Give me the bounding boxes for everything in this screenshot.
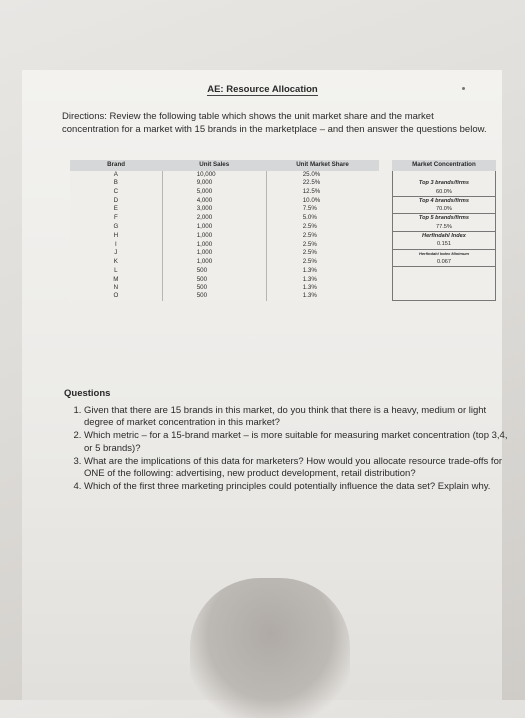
- brand-cell: L: [114, 267, 118, 275]
- hhi-value: 0.151: [392, 240, 495, 249]
- top3-label: Top 3 brands/firms: [392, 179, 495, 187]
- share-cell: 5.0%: [302, 214, 317, 222]
- sales-cell: 9,000: [162, 179, 266, 187]
- sales-cell: 2,000: [162, 214, 266, 223]
- hhi-min-value: 0.067: [392, 258, 495, 267]
- table-row: [70, 240, 496, 249]
- brand-cell: B: [113, 179, 118, 187]
- hhi-min-label: Herfindahl Index Minimum: [392, 249, 495, 258]
- question-item: 2. Which metric – for a 15-brand market – is more suitable for measuring market concentration (top 3,4, or 5 brands)?: [84, 430, 514, 454]
- table-header-row: [70, 160, 496, 171]
- table-row: [70, 188, 496, 197]
- share-cell: 10.0%: [302, 196, 321, 204]
- sales-cell: 10,000: [162, 171, 266, 179]
- table-row: [70, 214, 496, 223]
- table-row: [70, 196, 496, 205]
- sales-cell: 500: [162, 267, 266, 276]
- header-gap: [379, 160, 393, 171]
- brand-cell: G: [113, 223, 119, 231]
- header-brand: Brand: [70, 160, 162, 171]
- sales-cell: 500: [162, 276, 266, 284]
- table-row: [70, 292, 496, 301]
- header-unit-market-share: Unit Market Share: [266, 160, 379, 171]
- brand-cell: N: [113, 283, 119, 291]
- concentration-cell: [392, 171, 495, 179]
- sales-cell: 5,000: [162, 188, 266, 197]
- concentration-cell: [392, 267, 495, 276]
- share-cell: 2.5%: [302, 249, 317, 257]
- sales-cell: 3,000: [162, 205, 266, 214]
- brand-cell: J: [114, 249, 118, 257]
- table-row: [70, 232, 496, 241]
- header-market-concentration: Market Concentration: [392, 160, 495, 171]
- brand-cell: H: [113, 231, 119, 239]
- table-row: [70, 284, 496, 292]
- top3-value: 60.0%: [392, 188, 495, 197]
- sales-cell: 1,000: [162, 249, 266, 258]
- brand-cell: A: [113, 171, 118, 178]
- market-share-table: [70, 160, 496, 301]
- sales-cell: 1,000: [162, 258, 266, 267]
- share-cell: 7.5%: [302, 205, 317, 213]
- top4-label: Top 4 brands/firms: [392, 196, 495, 205]
- share-cell: 2.5%: [302, 258, 317, 266]
- brand-cell: M: [113, 275, 119, 283]
- sales-cell: 1,000: [162, 223, 266, 232]
- top5-value: 77.5%: [392, 223, 495, 232]
- question-item: 1. Given that there are 15 brands in this market, do you think that there is a heavy, medium or light degree of market concentration in this market?: [84, 405, 514, 429]
- table-row: [70, 249, 496, 258]
- sales-cell: 4,000: [162, 196, 266, 205]
- brand-cell: F: [113, 214, 118, 222]
- table-row: [70, 276, 496, 284]
- share-cell: 1.3%: [302, 267, 317, 275]
- document-title: AE: Resource Allocation: [207, 84, 318, 95]
- share-cell: 1.3%: [302, 275, 317, 283]
- sales-cell: 1,000: [162, 232, 266, 241]
- brand-cell: I: [114, 240, 117, 248]
- directions-text: Directions: Review the following table which shows the unit market share and the market concentration for a market with 15 brands in the marketplace – and then answer the questions below.: [62, 111, 487, 135]
- share-cell: 1.3%: [302, 292, 317, 300]
- concentration-cell: [392, 292, 495, 301]
- share-cell: 12.5%: [302, 187, 321, 195]
- table-row: [70, 258, 496, 267]
- share-cell: 1.3%: [302, 283, 317, 291]
- question-item: 3. What are the implications of this data for marketers? How would you allocate resource trade-offs for ONE of the following: advertising, new product development, retail distribution?: [84, 456, 514, 480]
- sales-cell: 1,000: [162, 240, 266, 249]
- table-row: [70, 179, 496, 187]
- hhi-label: Herfindahl Index: [392, 232, 495, 241]
- top4-value: 70.0%: [392, 205, 495, 214]
- brand-cell: C: [113, 187, 119, 195]
- table-row: [70, 223, 496, 232]
- share-cell: 25.0%: [302, 171, 321, 178]
- brand-cell: K: [113, 258, 118, 266]
- question-item: 4. Which of the first three marketing principles could potentially influence the data set? Explain why.: [84, 481, 514, 493]
- share-cell: 22.5%: [302, 179, 321, 187]
- table-row: [70, 205, 496, 214]
- sales-cell: 500: [162, 284, 266, 292]
- sales-cell: 500: [162, 292, 266, 301]
- questions-list: [64, 405, 514, 494]
- concentration-cell: [392, 284, 495, 292]
- questions-heading: Questions: [64, 388, 111, 399]
- brand-cell: E: [113, 205, 118, 213]
- photographer-shadow: [190, 578, 350, 718]
- table-row: [70, 171, 496, 179]
- brand-cell: O: [113, 292, 119, 300]
- share-cell: 2.5%: [302, 240, 317, 248]
- table-row: [70, 267, 496, 276]
- share-cell: 2.5%: [302, 223, 317, 231]
- top5-label: Top 5 brands/firms: [392, 214, 495, 223]
- share-cell: 2.5%: [302, 231, 317, 239]
- header-unit-sales: Unit Sales: [162, 160, 266, 171]
- concentration-cell: [392, 276, 495, 284]
- brand-cell: D: [113, 196, 119, 204]
